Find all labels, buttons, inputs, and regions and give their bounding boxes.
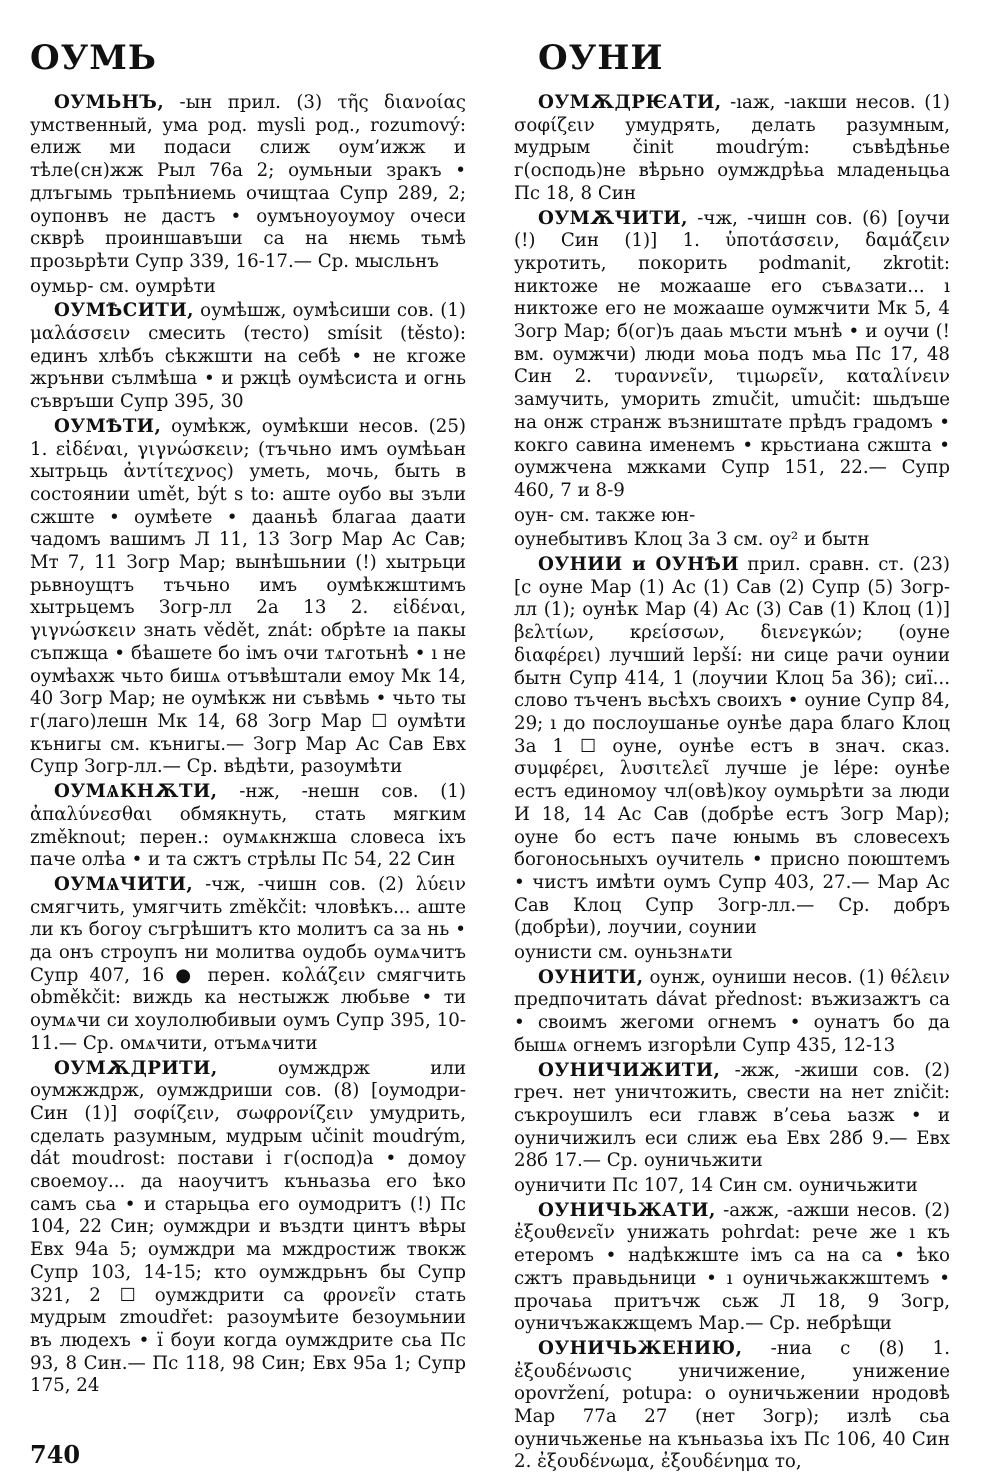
- dictionary-entry: [514, 1200, 950, 1336]
- left-column: [30, 92, 466, 1400]
- entry-text: оумѣшж, оумѣсиши сов. (1) μαλάσσειν смесить (тесто) smísit (těsto): единъ хлѣбъ сѣкжшти на себѣ • не кгоже жрънви сълмѣша • и ржцѣ оумѣсиста и огнь съвръши Супр 395, 30: [30, 300, 466, 413]
- running-head-left: ОУМЬ: [30, 38, 157, 78]
- entry-headword: ОУМЬНЪ,: [54, 92, 165, 113]
- entry-headword: ОУМѦКНѪТИ,: [54, 781, 218, 803]
- dictionary-entry: [30, 1058, 466, 1399]
- entry-text: оунисти см. оуньзнѧти: [514, 942, 733, 964]
- entry-text: -ниа с (8) 1. ἐξουδένωσις уничижение, унижение opovržení, potupa: о оуничьжении нродовѣ Мар 77а 27 (нет Зогр); излѣ сьа оуничьженье на къньазьа іхъ Пс 106, 40 Син 2. ἐξουδένωμα, ἐξουδένημα то,: [514, 1337, 950, 1473]
- entry-text: -чж, -чишн сов. (6) [оучи (!) Син (1)] 1. ὑποτάσσειν, δαμάζειν укротить, покорить podmanit, zkrotit: никтоже не можааше его съвѧзати... ı никтоже его не можааше оумжчити Мк 5, 4 Зогр Мар; б(ог)ъ дааь мъсти мънѣ • и оучи (! вм. оумжчи) люди моьа подъ мьа Пс 17, 48 Син 2. τυραννεῖν, τιμωρεῖν, καταλίνειν замучить, уморить zmučit, umučit: шьдъше на онж странж възништате прѣдъ градомъ • кокго савина именемъ • крьстиана сжшта • оумжчена мжками Супр 151, 22.— Супр 460, 7 и 8-9: [514, 207, 950, 501]
- entry-headword: ОУМѢСИТИ,: [54, 300, 194, 322]
- entry-headword: ОУМѪДРѤАТИ,: [538, 92, 722, 113]
- dictionary-entry: [30, 874, 466, 1056]
- dictionary-entry: [30, 276, 466, 299]
- entry-text: -ын прил. (3) τῆς διανοίας умственный, ума род. mysli род., rozumový: елиж ми подаси слиж оум’ижж и тѣле(сн)жж Рыл 76а 2; оумьныи зракъ • длъгымь трьпѣниемь очищтаа Супр 289, 2; оупонвъ не дастъ • оумъноуоумоу очеси скврѣ проиншавъши са на нѥмь тьмѣ прозьрѣти Супр 339, 16-17.— Ср. мысльнъ: [30, 92, 466, 272]
- dictionary-entry: [514, 1060, 950, 1174]
- entry-text: -чж, -чишн сов. (2) λύειν смягчить, умягчить změkčit: чловѣкъ... аште ли къ богоу съгрѣшитъ кто молитъ са за нь • да онъ строупъ ни молитва оудобь оумѧчитъ Супр 407, 16 ● перен. κολάζειν смягчить obměkčit: виждь ка нестыжж любьве • ти оумѧчи си хоулолюбивыи оумъ Супр 395, 10-11.— Ср. омѧчити, отъмѧчити: [30, 873, 466, 1054]
- dictionary-entry: [514, 529, 950, 552]
- entry-headword: ОУНИИ и ОУНѢИ: [538, 554, 740, 576]
- dictionary-entry: [30, 416, 466, 779]
- dictionary-entry: [30, 92, 466, 274]
- page-number: 740: [30, 1440, 81, 1469]
- entry-text: оуничити Пс 107, 14 Син см. оуничьжити: [514, 1175, 918, 1197]
- entry-headword: ОУМѦЧИТИ,: [54, 873, 194, 895]
- entry-headword: ОУНИЧИЖИТИ,: [538, 1059, 721, 1081]
- entry-text: оунебытивъ Клоц 3а 3 см. оу² и бытн: [514, 529, 870, 551]
- dictionary-entry: [514, 967, 950, 1058]
- entry-headword: ОУМѪДРИТИ,: [54, 1057, 218, 1079]
- dictionary-entry: [514, 554, 950, 940]
- entry-text: оумѣкж, оумѣкши несов. (25) 1. εἰδέναι, γιγνώσκειν; (тъчьно имъ оумѣьан хытрьць ἀντίτεχνος) уметь, мочь, быть в состоянии umět, být s to: аште оубо вы зъли сжште • оумѣете • дааньѣ благаа даати чадомъ вашимъ Л 11, 13 Зогр Мар Ас Сав; Мт 7, 11 Зогр Мар; вынѣшьнии (!) хытрьци рьвноущтъ тъчьно имъ оумѣкжштимъ хытрьцемъ Зогр-лл 2а 13 2. εἰδέναι, γιγνώσκειν знать vědět, znát: обрѣте ıа пакы съпжща • бѣашете бо імъ очи тѧготьнѣ • ı не оумѣахж чьто бишѧ отъвѣштали емоу Мк 14, 40 Зогр Мар; не оумѣкж ни съвѣмь • чьто ты г(лаго)лешн Мк 14, 68 Зогр Мар ☐ оумѣти кънигы см. кънигы.— Зогр Мар Ас Сав Евх Супр Зогр-лл.— Ср. вѣдѣти, разоумѣти: [30, 415, 466, 778]
- entry-text: -ажж, -ажши несов. (2) ἐξουθενεῖν унижать pohrdat: рече же ı къ етеромъ • надѣкжште імъ са на са • ѣко сжтъ правьдьници • ı оуничьжакжштемъ • прочаьа притъчж сьж Л 18, 9 Зогр, оуничъжакжщемъ Мар.— Ср. небрѣщи: [514, 1199, 950, 1335]
- entry-headword: ОУНИЧЬЖАТИ,: [538, 1199, 716, 1221]
- entry-text: -ıаж, -ıакши несов. (1) σοφίζειν умудрять, делать разумным, мудрым činit moudrým: съвѣдѣнье г(осподь)не вѣрьно оумждрѣьа младеньцьа Пс 18, 8 Син: [514, 92, 950, 204]
- dictionary-entry: [30, 781, 466, 872]
- dictionary-entry: [30, 300, 466, 414]
- dictionary-entry: [514, 1175, 950, 1198]
- dictionary-entry: [514, 505, 950, 528]
- page-header: [0, 18, 1000, 88]
- entry-text: оун- см. также юн-: [514, 504, 696, 526]
- entry-text: -жж, -жиши сов. (2) греч. нет уничтожить, свести на нет zničit: съкроушилъ еси главж в’сеьа ьазж • и оуничижилъ еси слиж еьа Евх 28б 9.— Евх 28б 17.— Ср. оуничьжити: [514, 1059, 950, 1172]
- entry-text: -нж, -нешн сов. (1) ἀπαλύνεσθαι обмякнуть, стать мягким změknout; перен.: оумѧкнжша словеса іхъ паче олѣа • и та сжтъ стрѣлы Пс 54, 22 Син: [30, 781, 466, 871]
- entry-text: оунж, оуниши несов. (1) θέλειν предпочитать dávat přednost: въжизажтъ са • своимъ жегоми огнемъ • оунатъ бо да бышѧ огнемъ изгорѣли Супр 435, 12-13: [514, 966, 950, 1056]
- entry-text: оумждрж или оумжждрж, оумждриши сов. (8) [оумодри- Син (1)] σοφίζειν, σωφρονίζειν умудрить, сделать разумным, мудрым učinit moudrým, dát moudrost: постави і г(оспод)а • домоу своемоу... да наоучитъ къньазьа его ѣко самъ сьа • и старьцьа его оумодритъ (!) Пс 104, 22 Син; оумждри и въздти цинтъ вѣры Евх 94а 5; оумждри ма мждростиж твокж Супр 103, 14-15; кто оумждрьнъ бы Супр 321, 2 ☐ оумждрити са φρονεῖν стать мудрым zmoudřet: разоумѣите безоумьнии въ людехъ • ї боуи когда оумждрите сьа Пс 93, 8 Син.— Пс 118, 98 Син; Евх 95а 1; Супр 175, 24: [30, 1057, 466, 1397]
- entry-headword: ОУМѪЧИТИ,: [538, 207, 688, 229]
- right-column: [514, 92, 950, 1476]
- entry-text: оумьр- см. оумрѣти: [30, 275, 216, 297]
- entry-headword: ОУНИТИ,: [538, 966, 644, 988]
- entry-headword: ОУМѢТИ,: [54, 415, 162, 437]
- dictionary-entry: [514, 208, 950, 503]
- running-head-right: ОУНИ: [538, 38, 664, 78]
- entry-text: прил. сравн. ст. (23) [с оуне Мар (1) Ас (1) Сав (2) Супр (5) Зогр-лл (1); оунѣк Мар (4) Ас (3) Сав (1) Клоц (1)] βελτίων, κρείσσων, διενεγκών; (оуне διαφέρει) лучший lepší: ни сице рачи оунии бытн Супр 414, 1 (лоучии Клоц 5а 36); сиї... слово тъченъ вьсѣхъ своихъ • оуние Супр 84, 29; ı до послоушанье оунѣе дара благо Клоц 3а 1 ☐ оуне, оунѣе естъ в знач. сказ. συμφέρει, λυσιτελεῖ лучше je lépe: оунѣе естъ единомоу чл(овѣ)коу оумьрѣти за люди И 18, 14 Ас Сав (добрѣе естъ Зогр Мар); оуне бо естъ паче юнымь въ словесехъ богоносьныхъ оучитель • присно поюштемъ • чистъ имѣти оумъ Супр 403, 27.— Мар Ас Сав Клоц Супр Зогр-лл.— Ср. добръ (добрѣи), лоучии, соунии: [514, 554, 950, 939]
- entry-headword: ОУНИЧЬЖЕНИЮ,: [538, 1337, 743, 1359]
- dictionary-entry: [514, 92, 950, 206]
- dictionary-entry: [514, 1338, 950, 1474]
- dictionary-entry: [514, 942, 950, 965]
